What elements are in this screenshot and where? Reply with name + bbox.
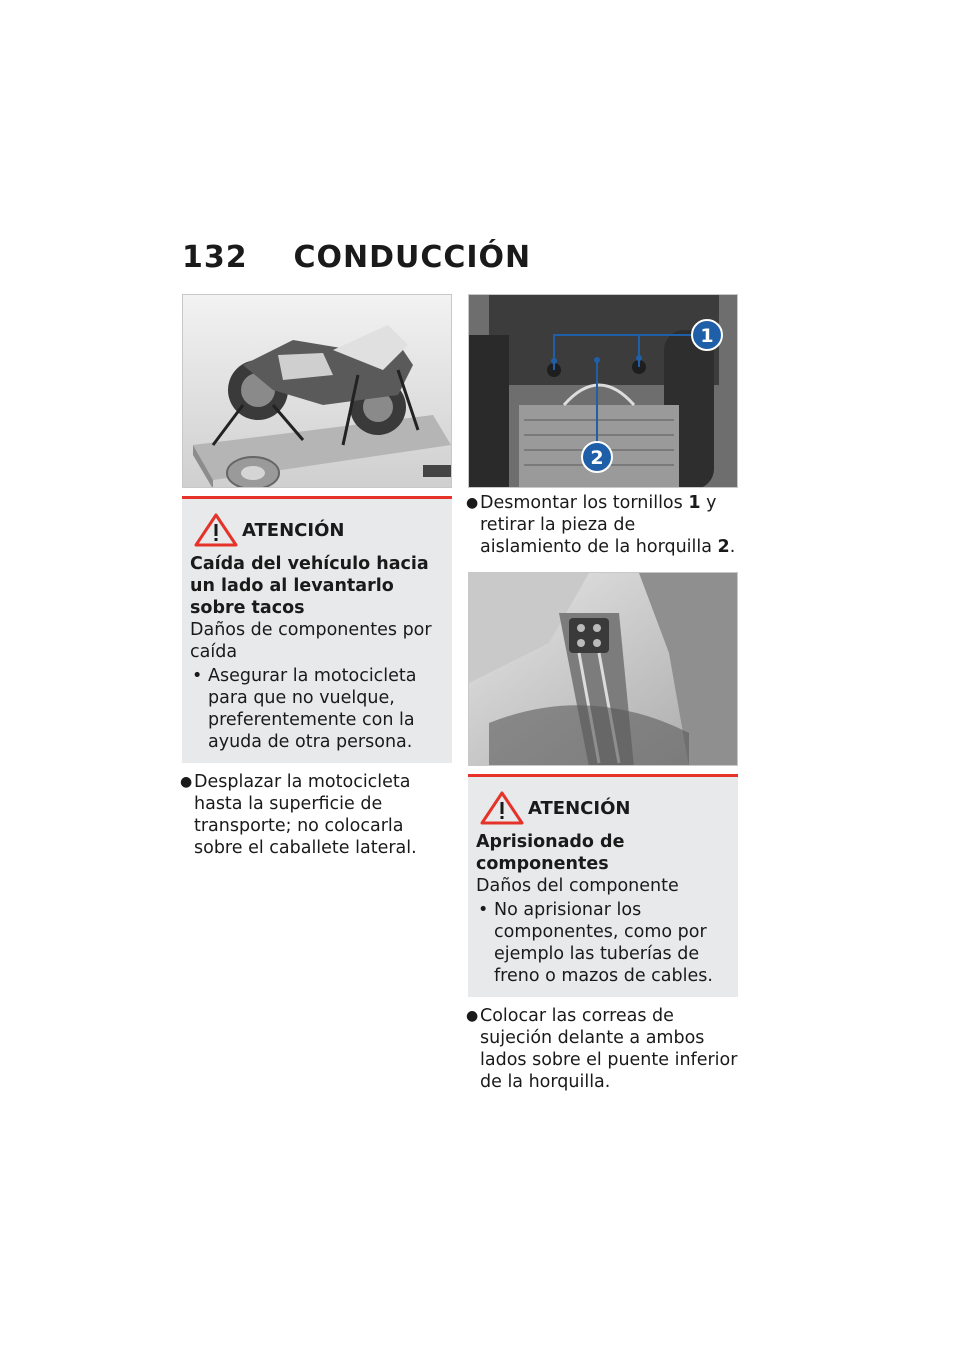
- page-header: [182, 240, 531, 275]
- warning-triangle-icon: [480, 791, 524, 825]
- step-1-ref-b: 2: [717, 537, 730, 557]
- page-number: 132: [182, 240, 248, 275]
- instruction-step: [182, 771, 452, 859]
- step-2-text: Colocar las correas de sujeción delante a ambos lados sobre el puente inferior de la horquilla.: [480, 1006, 738, 1092]
- warning-bullet-text: Asegurar la motocicleta para que no vuelque, preferentemente con la ayuda de otra persona.: [208, 666, 417, 752]
- left-column: [182, 294, 452, 859]
- callout-1-label: 1: [700, 325, 714, 347]
- warning-consequence: Daños del componente: [476, 876, 679, 896]
- step-text: Desplazar la motocicleta hasta la superficie de transporte; no colocarla sobre el caballete lateral.: [194, 772, 417, 858]
- instruction-step-2: [468, 1005, 738, 1093]
- warning-consequence: Daños de componentes por caída: [190, 620, 432, 662]
- warning-bullet: [476, 899, 730, 987]
- fork-insulation-image: [468, 294, 738, 488]
- warning-label: ATENCIÓN: [242, 519, 345, 541]
- warning-box: [468, 774, 738, 997]
- warning-bullet-text: No aprisionar los componentes, como por ejemplo las tuberías de freno o mazos de cables.: [494, 900, 713, 986]
- step-1-text-c: .: [729, 537, 736, 557]
- section-title: CONDUCCIÓN: [293, 240, 532, 275]
- warning-label: ATENCIÓN: [528, 797, 631, 819]
- step-1-ref-a: 1: [688, 493, 701, 513]
- warning-header: [476, 791, 730, 825]
- bullet-dot-icon: •: [478, 900, 489, 920]
- step-bullet-icon: ●: [180, 774, 193, 790]
- instruction-step-1: [468, 492, 738, 558]
- warning-triangle-icon: [194, 513, 238, 547]
- step-bullet-icon: ●: [466, 1008, 479, 1024]
- right-column: [468, 294, 738, 1093]
- warning-box: [182, 496, 452, 763]
- step-1-text-a: Desmontar los tornillos: [480, 493, 689, 513]
- step-1-text-b: y retirar la pieza de aislamiento de la horquilla: [480, 493, 718, 557]
- fork-straps-image: [468, 572, 738, 766]
- callout-2-label: 2: [590, 447, 604, 469]
- warning-title: Aprisionado de componentes: [476, 832, 625, 874]
- warning-bullet: [190, 665, 444, 753]
- bullet-dot-icon: •: [192, 666, 203, 686]
- step-bullet-icon: ●: [466, 495, 479, 511]
- warning-title: Caída del vehículo hacia un lado al levantarlo sobre tacos: [190, 554, 429, 618]
- motorcycle-on-trailer-image: [182, 294, 452, 488]
- warning-header: [190, 513, 444, 547]
